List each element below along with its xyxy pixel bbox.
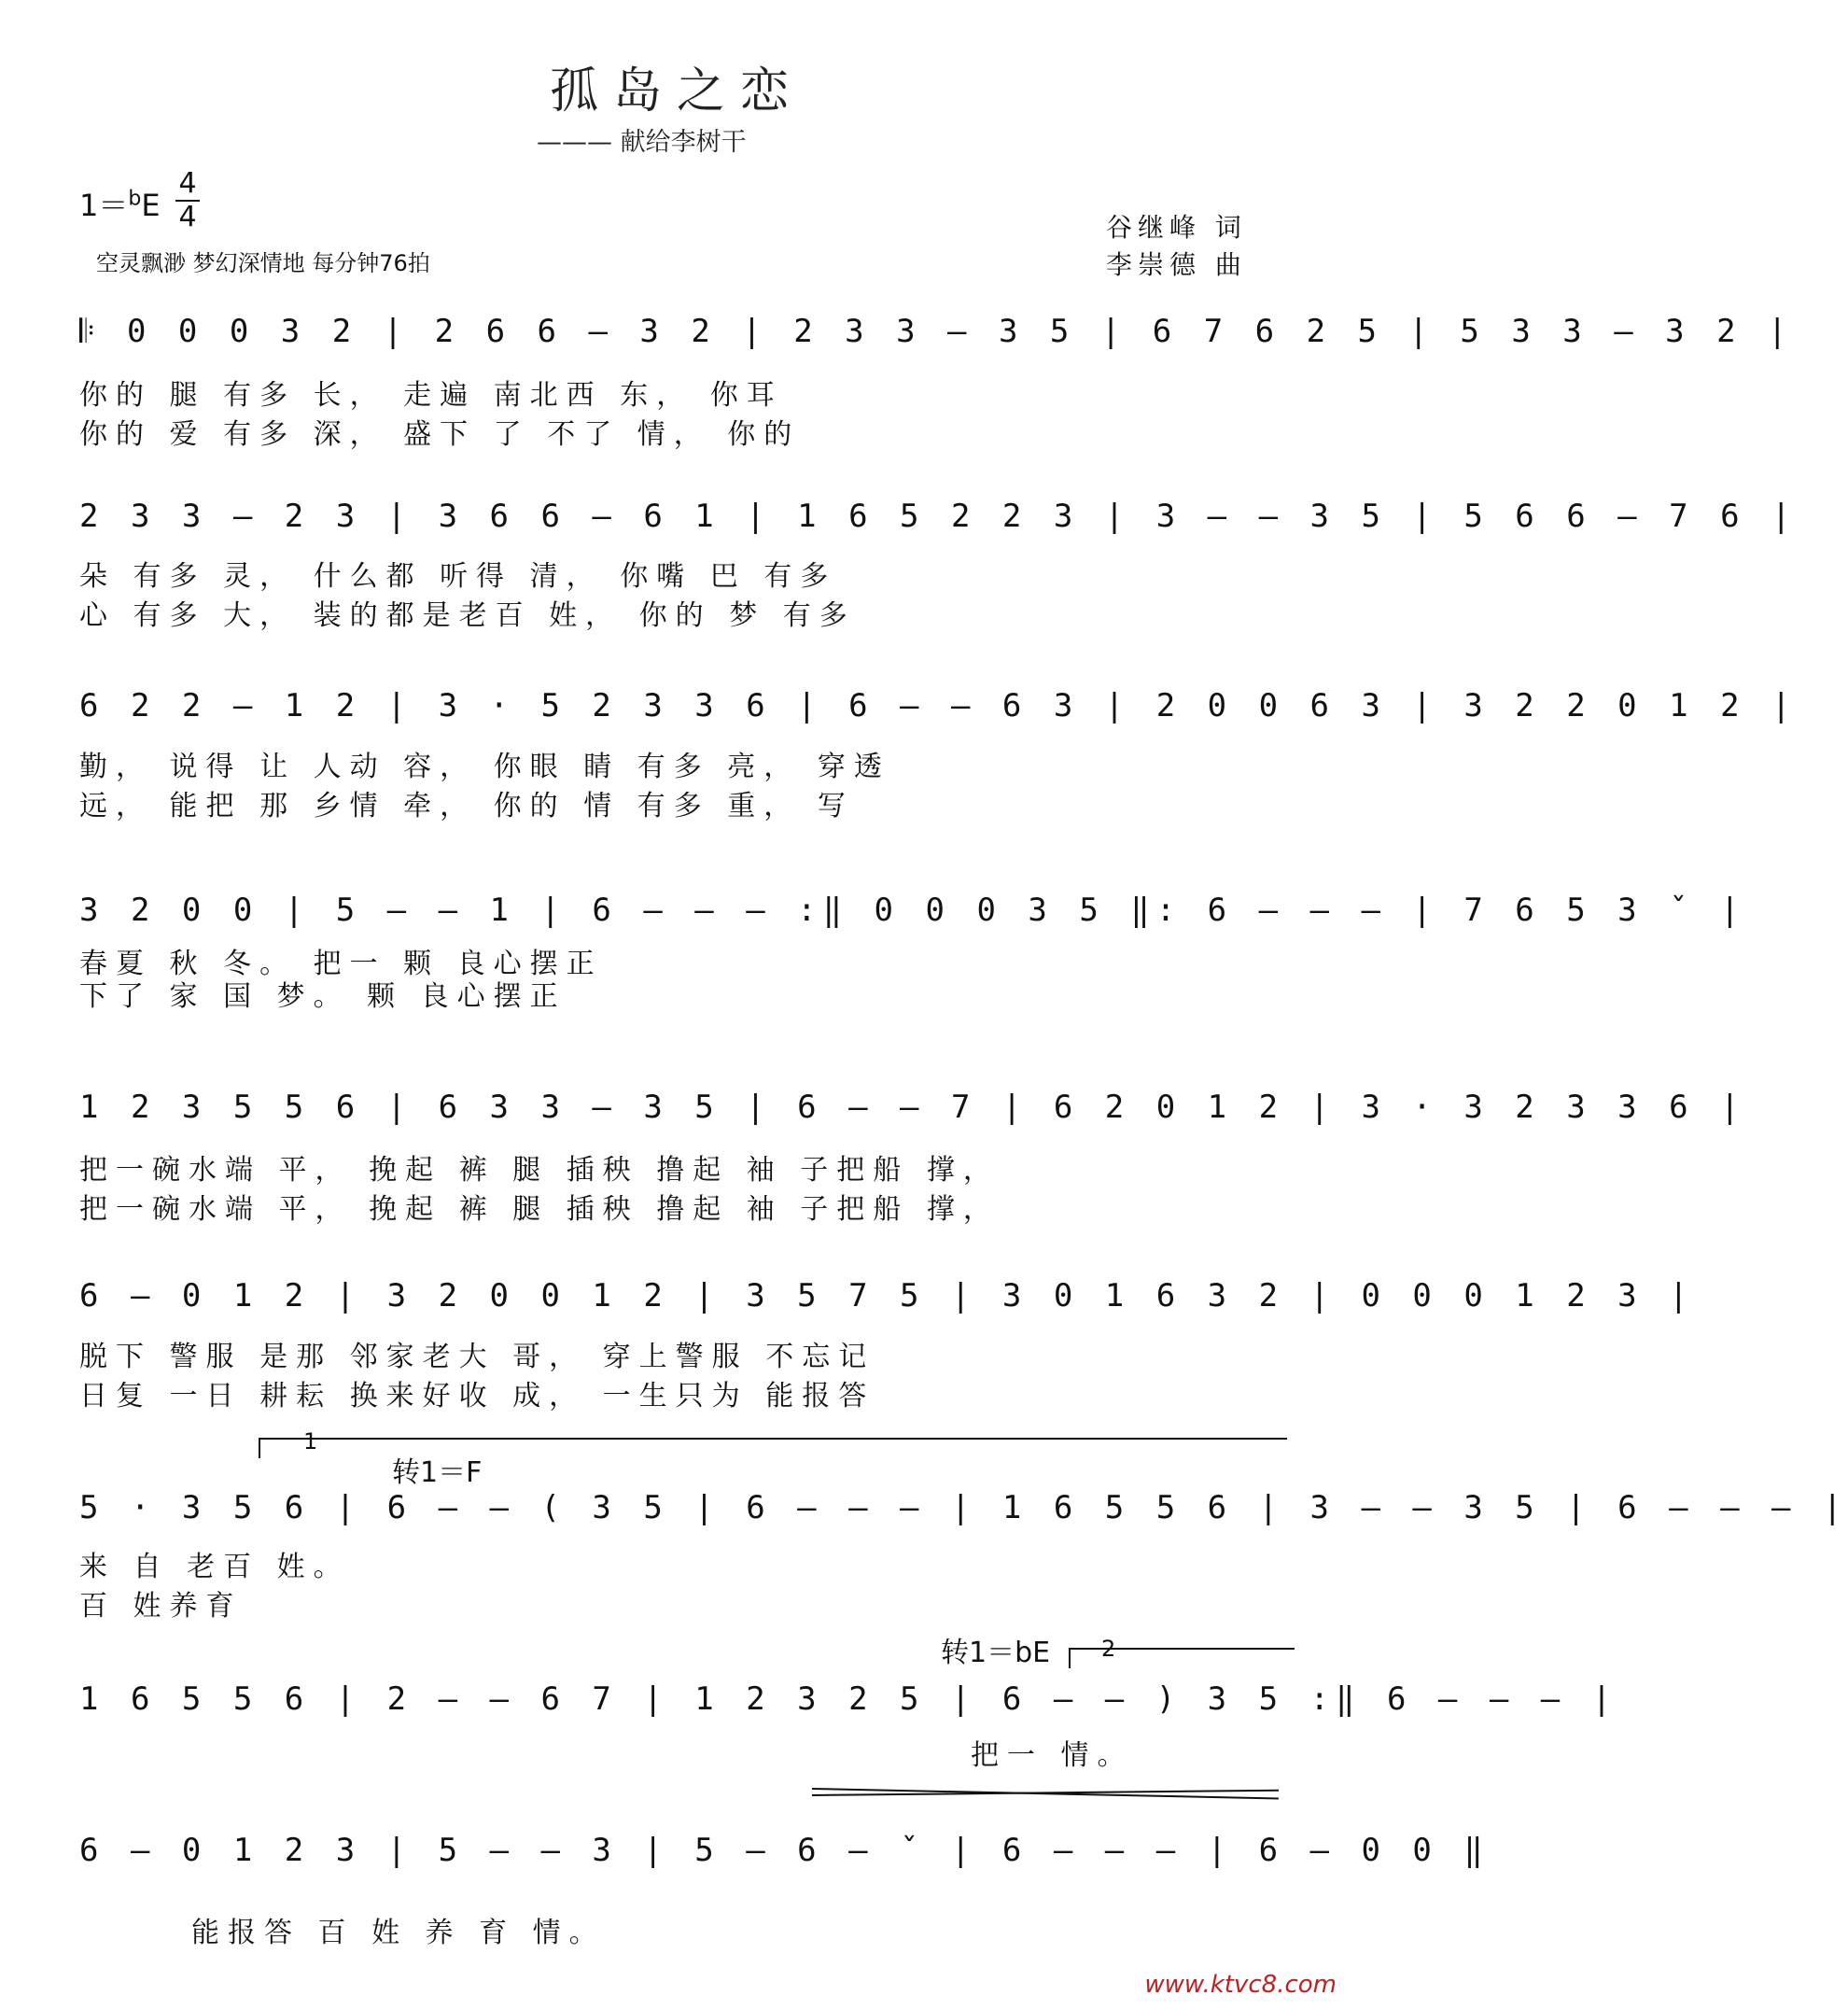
key-flat: b — [128, 187, 142, 211]
key-signature — [79, 182, 161, 225]
page-title: 孤岛之恋 — [549, 63, 804, 119]
lyric-verse-1: 你的 腿 有多 长， 走遍 南北西 东， 你耳 — [79, 379, 783, 412]
lyric-verse-1: 脱下 警服 是那 邻家老大 哥， 穿上警服 不忘记 — [79, 1341, 875, 1373]
key-prefix: 1＝ — [79, 188, 129, 223]
site-watermark: www.ktvc8.com — [1144, 1971, 1337, 1999]
lyric-verse-1: 把一碗水端 平， 挽起 裤 腿 插秧 撸起 袖 子把船 撑， — [79, 1154, 1000, 1187]
score-line: 𝄆 0 0 0 3 2 | 2 6 6 – 3 2 | 2 3 3 – 3 5 | 6 7 6 2 5 | 5 3 3 – 3 2 | — [79, 313, 1794, 350]
score-line: 6 – 0 1 2 | 3 2 0 0 1 2 | 3 5 7 5 | 3 0 1 6 3 2 | 0 0 0 1 2 3 | — [79, 1277, 1695, 1314]
time-signature — [175, 168, 200, 233]
lyric-verse-1: 朵 有多 灵， 什么都 听得 清， 你嘴 巴 有多 — [79, 560, 837, 593]
meter-top: 4 — [178, 167, 197, 200]
score-line: 1 2 3 5 5 6 | 6 3 3 – 3 5 | 6 – – 7 | 6 2 0 1 2 | 3 · 3 2 3 3 6 | — [79, 1089, 1746, 1126]
lyric-verse-2: 把一碗水端 平， 挽起 裤 腿 插秧 撸起 袖 子把船 撑， — [79, 1193, 1000, 1226]
score-line: 2 3 3 – 2 3 | 3 6 6 – 6 1 | 1 6 5 2 2 3 | 3 – – 3 5 | 5 6 6 – 7 6 | — [79, 498, 1798, 535]
lyricist-credit: 谷继峰 词 — [1106, 212, 1247, 243]
lyric-verse-2: 下了 家 国 梦。 颗 良心摆正 — [79, 980, 567, 1013]
score-line: 5 · 3 5 6 | 6 – – ( 3 5 | 6 – – – | 1 6 5 5 6 | 3 – – 3 5 | 6 – – – | — [79, 1489, 1848, 1526]
lyric-verse-2: 日复 一日 耕耘 换来好收 成， 一生只为 能报答 — [79, 1380, 875, 1413]
tempo-marking: 空灵飘渺 梦幻深情地 每分钟76拍 — [96, 250, 430, 276]
meter-bottom: 4 — [178, 201, 197, 233]
modulation-marking: 转1＝F — [392, 1456, 483, 1489]
score-line: 6 2 2 – 1 2 | 3 · 5 2 3 3 6 | 6 – – 6 3 | 2 0 0 6 3 | 3 2 2 0 1 2 | — [79, 687, 1798, 724]
lyric-verse-1: 把一 情。 — [971, 1739, 1134, 1772]
score-line: 3 2 0 0 | 5 – – 1 | 6 – – – :‖ 0 0 0 3 5 ‖: 6 – – – | 7 6 5 3 ˇ | — [79, 892, 1746, 929]
lyric-verse-1: 春夏 秋 冬。 把一 颗 良心摆正 — [79, 948, 603, 980]
lyric-verse-1: 能报答 百 姓 养 育 情。 — [191, 1917, 606, 1949]
lyric-verse-1: 勤， 说得 让 人动 容， 你眼 睛 有多 亮， 穿透 — [79, 751, 890, 783]
composer-credit: 李崇德 曲 — [1106, 249, 1247, 280]
lyric-verse-1: 来 自 老百 姓。 — [79, 1551, 350, 1583]
score-line: 6 – 0 1 2 3 | 5 – – 3 | 5 – 6 – ˇ | 6 – – – | 6 – 0 0 ‖ — [79, 1832, 1490, 1869]
lyric-verse-2: 心 有多 大， 装的都是老百 姓， 你的 梦 有多 — [79, 599, 856, 632]
dedication: ——— 献给李树干 — [537, 128, 747, 157]
key-note: E — [141, 188, 161, 223]
lyric-verse-2: 百 姓养育 — [79, 1590, 243, 1623]
modulation-marking: 转1＝bE — [941, 1637, 1051, 1669]
score-line: 1 6 5 5 6 | 2 – – 6 7 | 1 2 3 2 5 | 6 – – ) 3 5 :‖ 6 – – – | — [79, 1680, 1618, 1718]
lyric-verse-2: 你的 爱 有多 深， 盛下 了 不了 情， 你的 — [79, 418, 801, 451]
volta-number: 2 — [1101, 1636, 1116, 1662]
lyric-verse-2: 远， 能把 那 乡情 牵， 你的 情 有多 重， 写 — [79, 790, 854, 822]
volta-number: 1 — [303, 1428, 318, 1455]
